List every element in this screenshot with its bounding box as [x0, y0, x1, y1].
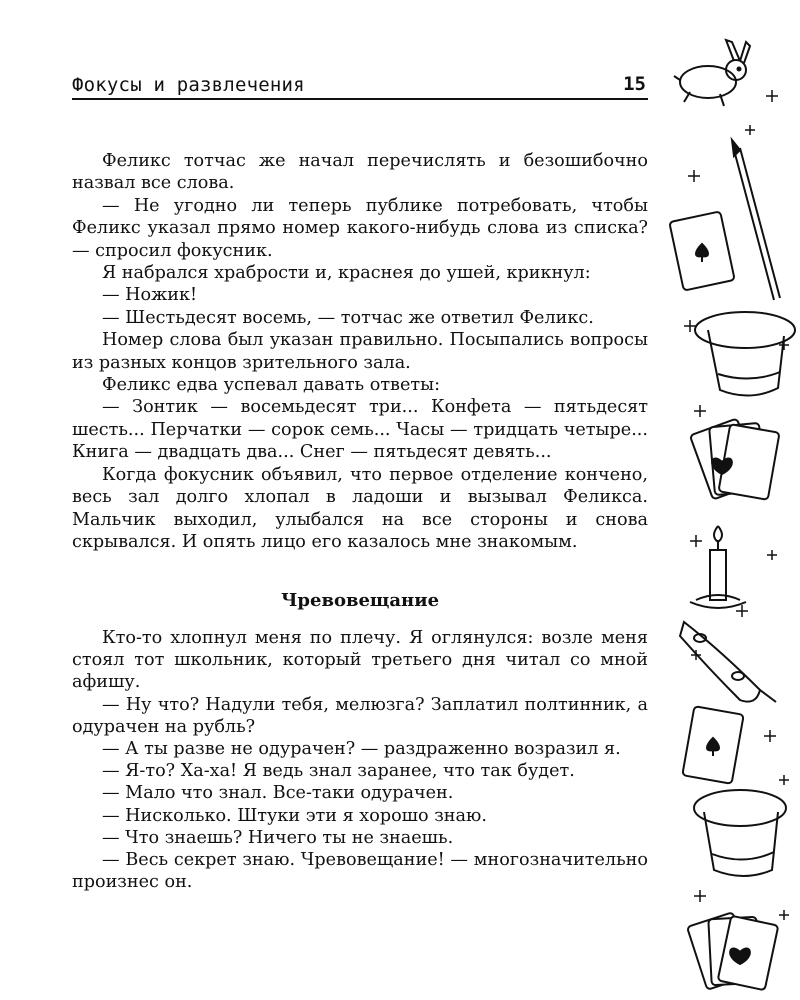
paragraph: Феликс тотчас же начал перечислять и безошибочно назвал все слова.: [72, 151, 648, 194]
paragraph: — Что знаешь? Ничего ты не знаешь.: [102, 827, 454, 848]
section-title: Чревовещание: [280, 590, 440, 611]
body-text-part1: [72, 150, 648, 553]
top-hat-icon: [695, 312, 795, 396]
paragraph: — Нисколько. Штуки эти я хорошо знаю.: [102, 805, 487, 826]
body-text-part2: [72, 627, 648, 893]
card-fan-icon: [690, 418, 780, 499]
paragraph: Кто-то хлопнул меня по плечу. Я оглянулся: возле меня стоял тот школьник, который третьего дня читал со мной афишу.: [72, 628, 648, 693]
paragraph: Феликс едва успевал давать ответы:: [102, 375, 441, 396]
rabbit-icon: [674, 40, 750, 106]
magic-wand-icon: [732, 140, 780, 300]
card-fan-icon: [687, 912, 778, 990]
header-title: Фокусы и развлечения: [72, 74, 305, 96]
paragraph: Я набрался храбрости и, краснея до ушей, крикнул:: [102, 263, 591, 284]
mask-icon: [680, 622, 776, 702]
paragraph: — Ножик!: [102, 285, 198, 306]
paragraph: — Шестьдесят восемь, — тотчас же ответил Феликс.: [102, 307, 594, 328]
margin-illustrations: [660, 30, 800, 1000]
candle-icon: [690, 526, 746, 608]
playing-card-icon: [682, 706, 743, 784]
top-hat-icon: [694, 790, 786, 876]
running-header: [72, 70, 648, 100]
paragraph: — Мало что знал. Все-таки одурачен.: [102, 783, 454, 804]
paragraph: — Ну что? Надули тебя, мелюзга? Заплатил полтинник, а одурачен на рубль?: [72, 694, 648, 737]
paragraph: Номер слова был указан правильно. Посыпались вопросы из разных концов зрительного зала.: [72, 330, 648, 373]
paragraph: — Не угодно ли теперь публике потребовать, чтобы Феликс указал прямо номер какого-нибудь слова из списка? — спросил фокусник.: [72, 195, 648, 261]
paragraph: — Весь секрет знаю. Чревовещание! — многозначительно произнес он.: [72, 850, 648, 893]
paragraph: — А ты разве не одурачен? — раздраженно возразил я.: [102, 739, 621, 760]
paragraph: Когда фокусник объявил, что первое отделение кончено, весь зал долго хлопал в ладоши и вызывал Феликса. Мальчик выходил, улыбался на все стороны и снова скрывался. И опять лицо его казалось мне знакомым.: [72, 464, 648, 552]
page-number: 15: [623, 73, 646, 95]
playing-card-icon: [669, 211, 734, 290]
paragraph: — Я-то? Ха-ха! Я ведь знал заранее, что так будет.: [102, 761, 575, 782]
paragraph: — Зонтик — восемьдесят три... Конфета — пятьдесят шесть... Перчатки — сорок семь... Часы — тридцать четыре... Книга — двадцать два... Снег — пятьдесят девять...: [72, 397, 648, 463]
